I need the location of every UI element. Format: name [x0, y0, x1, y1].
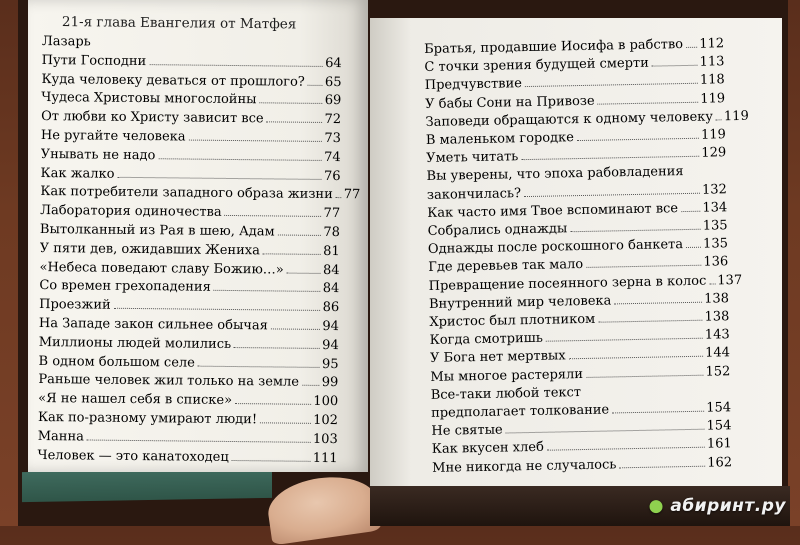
toc-leader-dots — [263, 253, 321, 255]
toc-leader-dots — [260, 422, 311, 424]
toc-entry-title: Как потребители западного образа жизни — [40, 184, 333, 203]
toc-entry-title: Все-таки любой текст — [430, 384, 582, 403]
toc-page-number: 152 — [705, 363, 731, 380]
toc-page-number: 132 — [701, 181, 728, 198]
toc-page-number: 111 — [312, 450, 338, 466]
toc-entry-title: Унывать не надо — [40, 146, 156, 163]
toc-leader-dots — [681, 211, 700, 212]
toc-entry — [41, 147, 341, 165]
toc-leader-dots — [308, 84, 323, 85]
toc-page-number: 134 — [702, 200, 728, 216]
toc-page-number: 99 — [321, 375, 339, 391]
toc-entry-title: Со времен грехопадения — [39, 278, 211, 296]
toc-entry-title: С точки зрения будущей смерти — [424, 55, 649, 76]
toc-entry-title: Чудеса Христовы многослойны — [41, 90, 257, 108]
toc-entry — [39, 316, 339, 334]
toc-page-number: 138 — [704, 290, 730, 307]
toc-entry — [39, 335, 339, 353]
toc-leader-dots — [234, 347, 320, 349]
toc-entry-title: Уметь читать — [426, 149, 519, 167]
toc-entry-title: Вы уверены, что эпоха рабовладения — [426, 164, 684, 185]
toc-entry — [39, 297, 339, 315]
toc-page-number: 118 — [699, 72, 725, 89]
toc-page-number: 103 — [312, 431, 338, 447]
left-heading: 21-я глава Евангелия от Матфея — [61, 14, 297, 33]
toc-leader-dots — [336, 197, 342, 198]
toc-leader-dots — [619, 465, 705, 468]
toc-page-number: 161 — [706, 436, 732, 453]
watermark-logo-icon: ● — [648, 496, 664, 516]
toc-entry-title: Не святые — [431, 422, 503, 440]
watermark-text: абиринт.ру — [670, 496, 786, 516]
toc-leader-dots — [598, 320, 702, 323]
toc-page-number: 135 — [702, 236, 729, 252]
toc-page-number: 162 — [707, 454, 733, 471]
toc-entry — [38, 448, 338, 466]
toc-entry-title: Как по-разному умирают люди! — [37, 409, 258, 428]
toc-page-number: 112 — [699, 36, 725, 52]
toc-entry — [40, 184, 361, 203]
toc-page-number: 74 — [324, 149, 341, 165]
toc-entry-title: От любви ко Христу зависит все — [41, 109, 264, 127]
toc-leader-dots — [198, 365, 320, 367]
toc-leader-dots — [686, 247, 701, 248]
toc-page-number: 154 — [706, 400, 732, 416]
toc-entry-title: Вытолканный из Рая в шею, Адам — [39, 221, 275, 240]
toc-leader-dots — [598, 101, 699, 104]
toc-page-number: 138 — [704, 309, 730, 325]
toc-page-number: 100 — [313, 394, 339, 410]
toc-leader-dots — [716, 119, 722, 120]
toc-leader-dots — [235, 403, 311, 405]
toc-entry-title: Однажды после роскошного банкета — [427, 237, 684, 258]
toc-entry-title: Человек — это канатоходец — [37, 447, 229, 465]
toc-leader-dots — [189, 140, 323, 142]
toc-leader-dots — [521, 156, 699, 160]
toc-page-number: 135 — [702, 218, 728, 234]
toc-entry-title: Не ругайте человека — [40, 127, 186, 145]
toc-page-number: 119 — [723, 108, 749, 125]
toc-entry-title: У пяти дев, ожидавших Жениха — [39, 240, 260, 259]
toc-page-number: 113 — [699, 54, 725, 70]
toc-entry-title: Лазарь — [41, 34, 91, 50]
toc-page-number: 143 — [704, 327, 730, 343]
toc-entry — [42, 34, 342, 52]
toc-leader-dots — [524, 192, 700, 196]
toc-entry-title: Манна — [37, 428, 85, 445]
toc-page-number: 76 — [323, 168, 341, 184]
toc-entry-title: Куда человеку деваться от прошлого? — [41, 71, 305, 90]
toc-page-number: 78 — [323, 224, 341, 241]
toc-entry-title: закончилась? — [426, 185, 522, 203]
toc-page-number: 86 — [322, 300, 340, 316]
toc-entry-title: Христос был плотником — [429, 311, 596, 330]
toc-entry-title: «Я не нашел себя в списке» — [38, 391, 233, 409]
toc-leader-dots — [569, 356, 704, 360]
toc-leader-dots — [158, 158, 322, 161]
toc-entry-title: В одном большом селе — [38, 353, 195, 371]
toc-entry-title: Где деревьев так мало — [428, 257, 584, 276]
toc-leader-dots — [546, 338, 703, 342]
toc-page-number: 102 — [313, 412, 339, 429]
toc-leader-dots — [586, 374, 704, 377]
toc-page-number: 65 — [324, 74, 342, 90]
toc-leader-dots — [271, 328, 321, 330]
toc-entry-title: Собрались однажды — [427, 221, 568, 239]
toc-leader-dots — [570, 229, 701, 233]
toc-page-number: 137 — [717, 272, 743, 289]
toc-leader-dots — [278, 234, 322, 235]
toc-entry-title: Превращение посеянного зерна в колос — [428, 273, 707, 294]
toc-entry — [38, 354, 338, 372]
toc-entry — [39, 278, 339, 296]
toc-leader-dots — [586, 265, 701, 268]
toc-entry — [40, 166, 340, 184]
toc-entry-title: Как часто имя Твое вспоминают все — [427, 200, 679, 221]
book-edge — [22, 468, 272, 502]
toc-entry-title: Когда смотришь — [429, 330, 544, 349]
toc-entry — [40, 241, 340, 259]
toc-leader-dots — [652, 65, 698, 67]
toc-page-number: 64 — [325, 55, 342, 71]
toc-entry — [38, 410, 338, 428]
toc-page-number: 94 — [322, 337, 339, 353]
toc-page-number: 144 — [705, 345, 731, 362]
toc-entry-title: «Небеса поведают славу Божию…» — [39, 259, 284, 278]
toc-entry — [38, 429, 338, 447]
toc-leader-dots — [287, 272, 321, 273]
toc-entry — [40, 222, 340, 240]
toc-leader-dots — [267, 122, 323, 124]
toc-page-number: 154 — [706, 418, 732, 434]
toc-entry-title: Проезжий — [39, 297, 111, 313]
toc-page-number: 94 — [322, 318, 340, 335]
toc-entry-title: На Западе закон сильнее обычая — [38, 315, 268, 334]
toc-leader-dots — [114, 308, 321, 311]
toc-entry-title: Предчувствие — [424, 76, 523, 94]
toc-entry — [38, 372, 338, 390]
toc-entry — [41, 128, 341, 146]
toc-page-number: 81 — [323, 243, 340, 259]
toc-leader-dots — [118, 176, 322, 179]
toc-page-number: 95 — [321, 356, 339, 372]
toc-entry — [41, 72, 341, 90]
toc-page-number: 119 — [700, 127, 726, 143]
toc-leader-dots — [709, 283, 715, 284]
toc-entry-title: Мы многое растеряли — [430, 366, 584, 385]
toc-entry-title: В маленьком городке — [425, 130, 575, 148]
toc-page-number: 72 — [324, 112, 342, 128]
toc-leader-dots — [686, 47, 697, 48]
toc-leader-dots — [232, 460, 311, 462]
toc-entry-title: Мне никогда не случалось — [432, 456, 617, 476]
toc-page-number: 77 — [323, 206, 341, 222]
toc-leader-dots — [614, 302, 702, 305]
toc-leader-dots — [149, 64, 323, 67]
toc-entry-title: Миллионы людей молились — [38, 334, 232, 352]
toc-leader-dots — [302, 385, 320, 386]
toc-leader-dots — [612, 411, 704, 414]
toc-entry — [38, 391, 338, 409]
toc-entry — [41, 109, 341, 127]
toc-page-number: 84 — [322, 262, 340, 278]
toc-leader-dots — [506, 429, 705, 434]
toc-entry-title: Заповеди обращаются к одному человеку — [425, 109, 714, 130]
toc-entry-title: предполагает толкование — [430, 402, 610, 421]
toc-entry — [40, 203, 340, 221]
toc-leader-dots — [225, 215, 322, 217]
watermark — [649, 496, 786, 516]
toc-entry-title: Как жалко — [40, 165, 115, 182]
toc-leader-dots — [259, 103, 322, 105]
toc-page-number: 129 — [701, 145, 727, 161]
toc-page-number: 84 — [322, 281, 340, 297]
toc-entry-title: Раньше человек жил только на земле — [38, 372, 300, 391]
toc-leader-dots — [87, 439, 311, 442]
toc-leader-dots — [525, 83, 698, 87]
toc-page-number: 119 — [700, 90, 726, 107]
toc-page-number: 69 — [324, 93, 342, 109]
toc-entry-title: Братья, продавшие Иосифа в рабство — [424, 37, 684, 57]
toc-entry-title: Пути Господни — [41, 52, 147, 69]
toc-entry-title: У бабы Сони на Привозе — [425, 93, 595, 112]
toc-entry — [42, 53, 342, 71]
toc-leader-dots — [214, 290, 321, 292]
toc-entry-title: У Бога нет мертвых — [429, 348, 566, 367]
toc-page-number: 136 — [703, 254, 729, 271]
toc-page-number: 73 — [324, 130, 341, 147]
toc-entry-title: Внутренний мир человека — [428, 293, 612, 312]
toc-entry-title: Лаборатория одиночества — [40, 203, 222, 221]
toc-page-number: 77 — [343, 187, 361, 203]
toc-leader-dots — [577, 138, 699, 141]
toc-entry-title: Как вкусен хлеб — [431, 440, 545, 458]
toc-leader-dots — [547, 447, 705, 451]
toc-entry — [41, 90, 341, 108]
toc-entry — [39, 260, 339, 278]
